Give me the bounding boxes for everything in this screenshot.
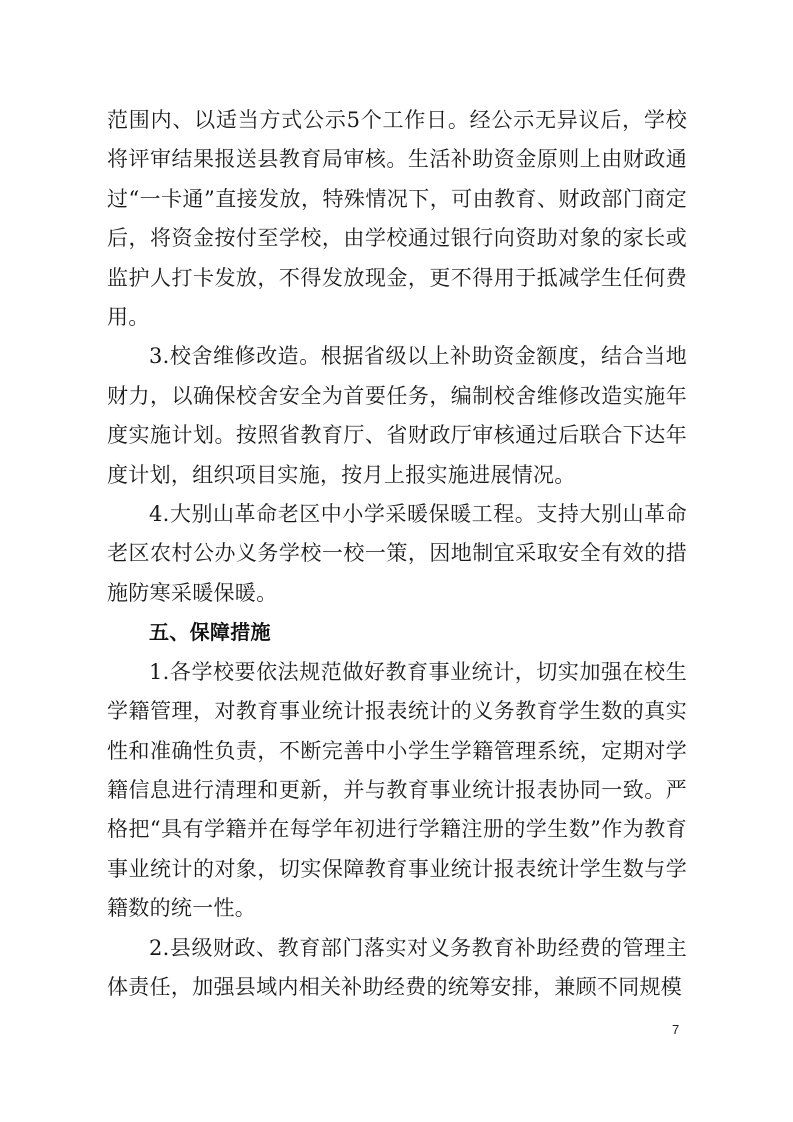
- paragraph-statistics: 1.各学校要依法规范做好教育事业统计，切实加强在校生学籍管理，对教育事业统计报表统计的义务教育学生数的真实性和准确性负责，不断完善中小学生学籍管理系统，定期对学籍信息进行清理和更新，并与教育事业统计报表协同一致。严格把“具有学籍并在每学年初进行学籍注册的学生数”作为教育事业统计的对象，切实保障教育事业统计报表统计学生数与学籍数的统一性。: [107, 659, 687, 921]
- page-number: 7: [672, 1022, 680, 1037]
- paragraph-school-maintenance: 3.校舍维修改造。根据省级以上补助资金额度，结合当地财力，以确保校舍安全为首要任务，编制校舍维修改造实施年度实施计划。按照省教育厅、省财政厅审核通过后联合下达年度计划，组织项目实施，按月上报实施进展情况。: [107, 344, 687, 487]
- section-heading: 五、保障措施: [149, 620, 271, 645]
- paragraph-county-finance: 2.县级财政、教育部门落实对义务教育补助经费的管理主体责任，加强县域内相关补助经费的统筹安排，兼顾不同规模: [107, 935, 687, 999]
- paragraph-continuation: 范围内、以适当方式公示5个工作日。经公示无异议后，学校将评审结果报送县教育局审核。生活补助资金原则上由财政通过“一卡通”直接发放，特殊情况下，可由教育、财政部门商定后，将资金按付至学校，由学校通过银行向资助对象的家长或监护人打卡发放，不得发放现金，更不得用于抵减学生任何费用。: [107, 108, 687, 330]
- paragraph-heating-project: 4.大别山革命老区中小学采暖保暖工程。支持大别山革命老区农村公办义务学校一校一策，因地制宜采取安全有效的措施防寒采暖保暖。: [107, 502, 687, 605]
- document-body: [107, 101, 687, 1007]
